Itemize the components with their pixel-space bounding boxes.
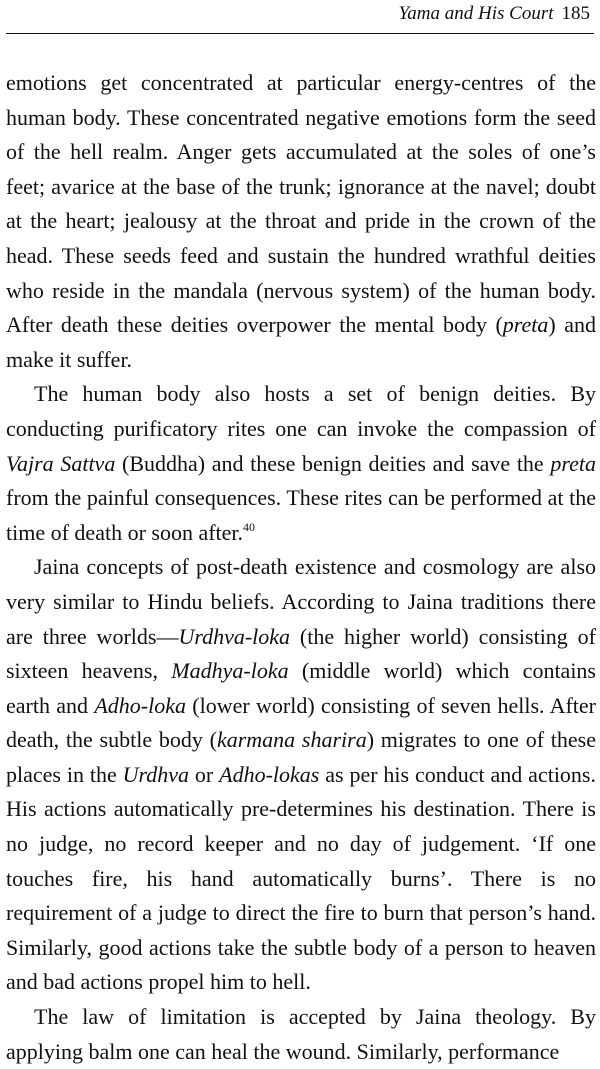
footnote-marker: 40 <box>243 519 256 534</box>
text-run: (Buddha) and these benign deities and save the <box>115 450 551 476</box>
text-run: ) and make it suffer. <box>6 312 597 372</box>
text-run: (the higher world) consisting of sixteen heavens, <box>6 623 597 684</box>
italic-term: preta <box>502 312 549 338</box>
italic-term: Adho-lokas <box>219 761 320 787</box>
italic-term: preta <box>550 450 596 476</box>
text-run: (lower world) consisting of seven hells. After death, the subtle body ( <box>6 692 597 753</box>
text-run: from the painful consequences. These rites can be performed at the time of death or soon after. <box>6 485 596 545</box>
paragraph <box>6 550 596 1000</box>
italic-term: Urdhva <box>122 761 190 787</box>
paragraph <box>6 66 596 377</box>
italic-term: Urdhva-loka <box>178 623 291 649</box>
text-run: or <box>189 761 220 787</box>
italic-term: Adho-loka <box>94 692 186 718</box>
running-title: Yama and His Court <box>398 3 554 24</box>
text-run: The law of limitation is accepted by Jaina theology. By applying balm one can heal the wound. Similarly, performance <box>6 1004 596 1064</box>
text-run: Jaina concepts of post-death existence and cosmology are also very similar to Hindu beliefs. According to Jaina traditions there are three worlds— <box>6 554 596 649</box>
body-text <box>6 66 596 1069</box>
page-number: 185 <box>561 3 590 24</box>
italic-term: karmana sharira <box>216 727 367 753</box>
text-run: The human body also hosts a set of benign deities. By conducting purificatory rites one can invoke the compassion of <box>6 381 596 441</box>
paragraph <box>6 377 596 550</box>
text-run: emotions get concentrated at particular energy-centres of the human body. These concentrated negative emotions form the seed of the hell realm. Anger gets accumulated at the soles of one’s feet; avarice at the base of the trunk; ignorance at the navel; doubt at the heart; jealousy at the throat and pride in the crown of the head. These seeds feed and sustain the hundred wrathful deities who reside in the mandala (nervous system) of the human body. After death these deities overpower the mental body ( <box>6 70 596 338</box>
text-run: ) migrates to one of these places in the <box>6 727 596 787</box>
italic-term: Madhya-loka <box>171 658 289 684</box>
italic-term: Vajra Sattva <box>6 450 116 476</box>
text-run: as per his conduct and actions. His actions automatically pre-determines his destination. There is no judge, no record keeper and no day of judgement. ‘If one touches fire, his hand automatically burns’. There is no requirement of a judge to direct the fire to burn that person’s hand. Similarly, good actions take the subtle body of a person to heaven and bad actions propel him to hell. <box>6 761 596 995</box>
running-header <box>398 0 590 28</box>
paragraph <box>6 1000 596 1069</box>
header-rule <box>6 33 594 34</box>
text-run: (middle world) which contains earth and <box>6 658 596 718</box>
